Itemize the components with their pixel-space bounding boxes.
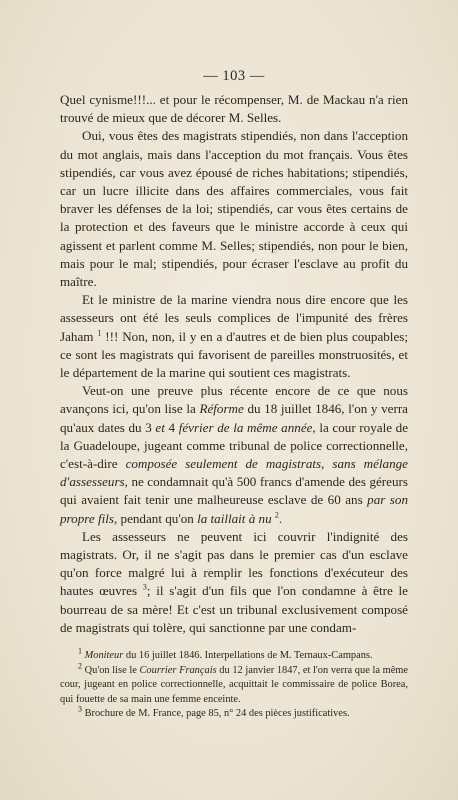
text-run: du 12 janvier 1847, et l'on verra que la même cour, jugeant en police correctionnelle, acquittait le commissaire de police Borea, qui fouette de sa main une femme enceinte.: [60, 664, 408, 705]
text-run: Brochure de M. France, page 85, n° 24 des pièces justificatives.: [82, 708, 350, 720]
footnote-ref: 2: [274, 510, 279, 520]
paragraph: [60, 382, 408, 528]
page-number: — 103 —: [203, 68, 265, 84]
footnote-ref: 3: [78, 704, 82, 714]
text-run: Oui, vous êtes des magistrats stipendiés, non dans l'acception du mot anglais, mais dans l'acception du mot français. Vous êtes stipendiés, car vous avez épousé de riches habitations; stipendiés, car un lucre illicite dans des affaires commerciales, vous fait braver les défenses de la loi; stipendiés, car vous êtes certains de la protection et des faveurs que le ministre accorde à ceux qui agissent et parlent comme M. Selles; stipendiés, non pour le bien, mais pour le mal; stipendiés, pour écraser l'esclave au profit du maître.: [60, 128, 408, 290]
italic-text: composée seulement de magistrats, sans mélange d'assesseurs,: [60, 456, 408, 490]
footnote-ref: 1: [97, 328, 102, 338]
paragraph: [60, 291, 408, 382]
paragraph: [60, 528, 408, 637]
italic-text: Courrier Français: [139, 664, 217, 676]
text-run: du 16 juillet 1846. Interpellations de M. Ternaux-Campans.: [123, 650, 373, 662]
paragraph: [60, 91, 408, 127]
footnote: [60, 661, 408, 708]
text-run: ne condamnait qu'à 500 francs d'amende des géreurs qui avaient fait tenir une malheureuse esclave de 60 ans: [60, 474, 408, 508]
text-run: Les assesseurs ne peuvent ici couvrir l'indignité des magistrats. Or, il ne s'agit pas dans le premier cas d'un esclave qu'on force malgré lui à remplir les fonctions d'exécuteur des hautes œuvres: [60, 528, 408, 599]
italic-text: Moniteur: [84, 650, 124, 662]
italic-text: par son propre fils: [60, 492, 409, 526]
italic-text: février de la même année,: [178, 419, 316, 435]
text-run: Et le ministre de la marine viendra nous dire encore que les assesseurs ont été les seuls complices de l'impunité des frères Jaham: [60, 292, 408, 344]
text-run: Veut-on une preuve plus récente encore de ce que nous avançons ici, qu'on lise la: [60, 383, 408, 417]
text-run: ; il s'agit d'un fils que l'on condamne à être le bourreau de sa mère! Et c'est un tribunal exclusivement composé de magistrats qui tolère, qui sanctionne par une condam-: [60, 583, 408, 635]
footnote-ref: 3: [142, 583, 147, 593]
text-run: .: [278, 510, 283, 526]
footnote: [60, 704, 408, 722]
text-run: !!! Non, non, il y en a d'autres et de bien plus coupables; ce sont les magistrats qui favorisent de pareilles monstruosités, et le département de la marine qui soutient ces magistrats.: [60, 328, 408, 381]
text-run: Qu'on lise le: [82, 664, 140, 676]
body-text: [60, 91, 408, 637]
text-run: , pendant qu'on: [113, 510, 198, 526]
italic-text: Réforme: [199, 401, 244, 417]
text-run: Quel cynisme!!!... et pour le récompenser, M. de Mackau n'a rien trouvé de mieux que de décorer M. Selles.: [60, 92, 408, 126]
paragraph: [60, 127, 408, 291]
text-run: 4: [164, 419, 179, 435]
footnote: [60, 646, 408, 664]
text-run: la cour royale de la Guadeloupe, jugeant comme tribunal de police correctionnelle, c'est-à-dire: [60, 419, 409, 472]
text-run: du 18 juillet 1846, l'on y verra qu'aux dates du 3: [60, 401, 408, 435]
italic-text: et: [155, 419, 165, 435]
footnote-ref: 2: [78, 661, 82, 671]
footnotes: [60, 646, 408, 722]
italic-text: la taillait à nu: [197, 510, 272, 526]
footnote-ref: 1: [78, 646, 82, 656]
